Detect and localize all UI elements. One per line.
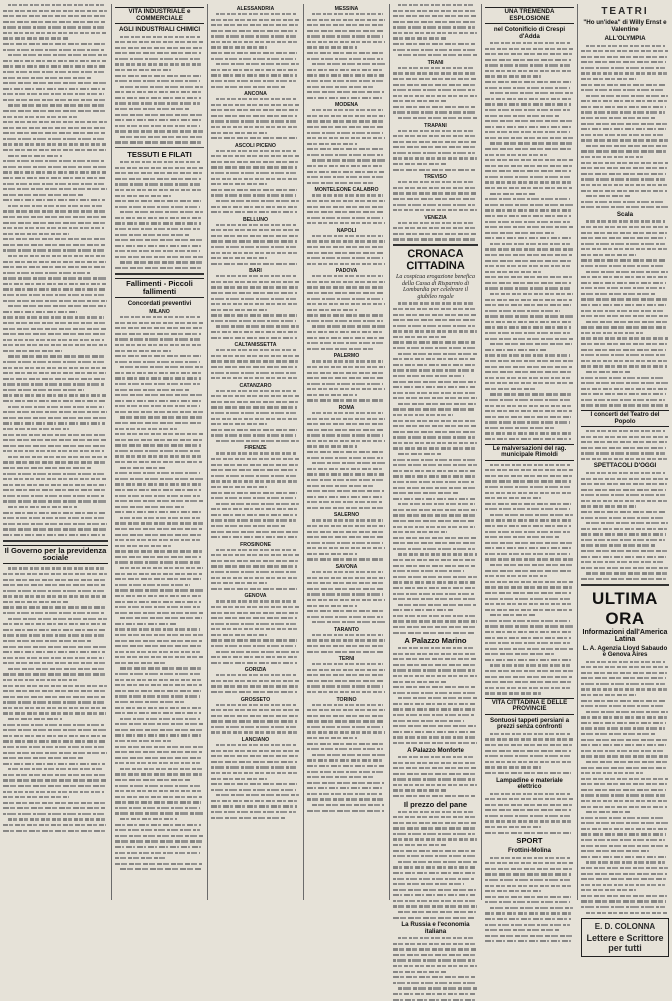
city-label: CALTANISSETTA xyxy=(234,342,277,349)
body-text xyxy=(307,235,386,265)
divider xyxy=(393,244,478,246)
body-text xyxy=(307,704,386,812)
ad-line: Lettere e Scrittore per tutti xyxy=(586,932,664,953)
city-label: BARI xyxy=(249,268,262,275)
article-heading: AGLI INDUSTRIALI CHIMICI xyxy=(118,26,201,33)
body-text xyxy=(581,661,669,914)
body-text xyxy=(581,220,669,406)
body-text xyxy=(307,360,386,401)
ad-name: E. D. COLONNA xyxy=(594,921,656,931)
body-text xyxy=(211,150,300,214)
body-text xyxy=(3,4,108,536)
body-text xyxy=(211,224,300,265)
city-label: BELLUNO xyxy=(242,216,269,223)
section-heading: ULTIMA ORA xyxy=(592,588,658,628)
column-1 xyxy=(0,4,112,900)
body-text xyxy=(211,549,300,590)
city-label: CATANZARO xyxy=(239,382,272,389)
article-subheading: nel Cotonificio di Crespi d'Adda xyxy=(493,26,566,40)
column-6 xyxy=(482,4,578,900)
body-text xyxy=(581,430,669,460)
city-label: MODENA xyxy=(334,102,359,109)
section-heading: Fallimenti - Piccoli fallimenti xyxy=(115,278,204,298)
city-label: MESSINA xyxy=(334,6,359,12)
city-label: TARANTO xyxy=(334,626,359,633)
body-text xyxy=(307,634,386,653)
city-label: GORIZIA xyxy=(244,667,267,674)
article-heading: Scala xyxy=(616,210,634,218)
advertisement xyxy=(581,918,669,957)
city-label: FROSINONE xyxy=(240,541,271,548)
city-label: MONTELEONE CALABRO xyxy=(314,187,379,194)
city-label: NAPOLI xyxy=(336,227,357,234)
city-label: TORINO xyxy=(336,696,357,703)
column-7 xyxy=(578,4,672,953)
city-label: TRAPANI xyxy=(424,122,447,129)
body-text xyxy=(393,302,478,633)
body-text xyxy=(307,109,386,184)
article-heading: Il prezzo del pane xyxy=(403,799,468,809)
body-text xyxy=(485,793,574,834)
article-subheading: Sontuosi tappeti persiani a prezzi senza confronti xyxy=(489,716,570,731)
section-subheading: Concordati preventivi xyxy=(127,299,192,307)
article-heading: I concerti del Teatro del Popolo xyxy=(581,410,669,427)
section-heading: TEATRI xyxy=(601,6,649,17)
body-text xyxy=(393,130,478,171)
section-heading: VITA CITTADINA E DELLE PROVINCIE xyxy=(485,698,574,715)
body-text xyxy=(211,674,300,693)
city-label: VENEZIA xyxy=(424,214,447,221)
body-text xyxy=(485,857,574,943)
article-heading: A Palazzo Monforte xyxy=(407,746,464,754)
body-text xyxy=(211,744,300,819)
city-label: TRANI xyxy=(427,59,444,66)
city-label: MILANO xyxy=(149,309,170,316)
body-text xyxy=(581,45,669,209)
body-text xyxy=(307,275,386,350)
city-label: ASCOLI PICENO xyxy=(235,142,276,149)
article-heading: Le malversazioni del rag. municipale Rimoldi xyxy=(485,444,574,461)
article-heading: TESSUTI E FILATI xyxy=(127,150,192,160)
body-text xyxy=(211,390,300,442)
section-heading: SPORT xyxy=(516,836,543,846)
body-text xyxy=(393,4,478,56)
body-text xyxy=(393,811,478,919)
city-label: GROSSETO xyxy=(240,696,271,703)
divider xyxy=(115,273,204,275)
body-text xyxy=(115,316,204,870)
city-label: ANCONA xyxy=(244,91,267,98)
article-subheading: Frottini-Molina xyxy=(508,847,551,855)
city-label: LANCIANO xyxy=(241,737,270,744)
column-3 xyxy=(208,4,304,900)
body-text xyxy=(307,194,386,224)
section-heading: CRONACA CITTADINA xyxy=(406,247,465,272)
body-text xyxy=(307,571,386,623)
city-label: SAVONA xyxy=(335,564,358,571)
body-text xyxy=(211,704,300,734)
body-text xyxy=(211,349,300,379)
city-label: SALERNO xyxy=(333,512,360,519)
body-text xyxy=(211,98,300,139)
body-text xyxy=(581,472,669,580)
column-5 xyxy=(390,4,482,935)
body-text xyxy=(393,67,478,119)
city-label: ALESSANDRIA xyxy=(236,6,275,12)
body-text xyxy=(115,36,204,144)
article-heading: La Russia e l'economia italiana xyxy=(401,921,470,935)
article-heading: "Ho un'idea" di Willy Ernst e Valentine xyxy=(583,19,667,33)
body-text xyxy=(393,181,478,211)
body-text xyxy=(307,663,386,693)
body-text xyxy=(307,412,386,509)
body-text xyxy=(211,600,300,664)
body-text xyxy=(115,161,204,269)
body-text xyxy=(307,519,386,560)
body-text xyxy=(211,13,300,88)
article-heading: SPETTACOLI D'OGGI xyxy=(593,462,657,470)
body-text xyxy=(485,464,574,695)
article-heading: L. A. Agenzia Lloyd Sabaudo e Genova Aires xyxy=(582,644,668,659)
body-text xyxy=(393,756,478,797)
body-text xyxy=(393,647,478,744)
city-label: PALERMO xyxy=(333,353,360,360)
section-subheading: Informazioni dall'America Latina xyxy=(582,628,668,643)
city-label: TERNI xyxy=(338,656,355,663)
body-text xyxy=(393,222,478,241)
city-label: PADOVA xyxy=(335,268,358,275)
body-text xyxy=(485,42,574,440)
article-heading: Il Governo per la previdenza sociale xyxy=(4,545,107,563)
article-subheading: ALL'OLYMPIA xyxy=(604,35,646,42)
article-subheading: La cospicua erogazione benefica della Cassa di Risparmio di Lombardia per celebrare il giubileo regale xyxy=(396,274,475,300)
body-text xyxy=(211,275,300,339)
divider xyxy=(115,147,204,148)
article-heading: A Palazzo Marino xyxy=(404,636,467,646)
column-4 xyxy=(304,4,390,900)
city-label: FIRENZE xyxy=(244,445,267,452)
city-label: GENOVA xyxy=(244,593,267,600)
divider xyxy=(581,584,669,586)
city-label: TREVISO xyxy=(424,174,447,181)
body-text xyxy=(211,452,300,538)
article-heading: UNA TREMENDA ESPLOSIONE xyxy=(485,7,574,24)
body-text xyxy=(307,13,386,99)
section-heading: VITA INDUSTRIALE e COMMERCIALE xyxy=(115,7,204,24)
article-heading: Lampadine e materiale elettrico xyxy=(496,776,563,791)
body-text xyxy=(393,937,478,1001)
body-text xyxy=(3,567,108,831)
city-label: ROMA xyxy=(338,405,355,411)
body-text xyxy=(485,733,574,774)
column-2 xyxy=(112,4,208,900)
divider xyxy=(3,540,108,542)
